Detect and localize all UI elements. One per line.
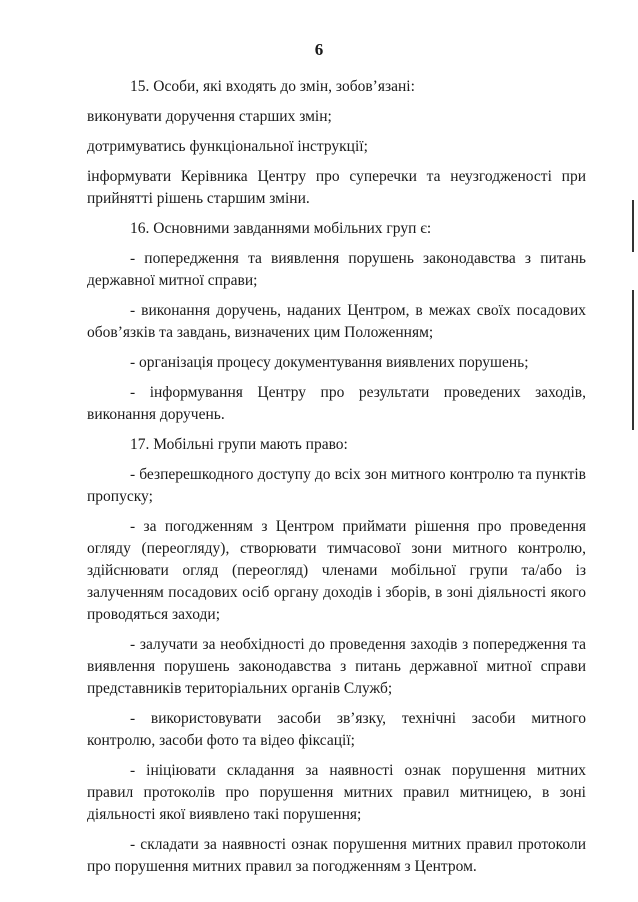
paragraph-15-heading: 15. Особи, які входять до змін, зобов’язані: (130, 78, 415, 95)
paragraph-16-item-1: - попередження та виявлення порушень законодавства з питань державної митної справи; (87, 250, 586, 289)
page-number: 6 (314, 40, 324, 59)
paragraph-17-item-6: - складати за наявності ознак порушення митних правил протоколи про порушення митних правил за погодженням з Центром. (87, 836, 586, 875)
paragraph-17-item-2: - за погодженням з Центром приймати рішення про проведення огляду (переогляду), створювати тимчасової зони митного контролю, здійснювати огляд (переогляд) членами мобільної групи та/або із залученням посадових осіб органу доходів і зборів, в зоні діяльності якого проводяться заходи; (87, 518, 586, 623)
paragraph-15-item-1: виконувати доручення старших змін; (87, 108, 332, 125)
scan-edge-mark (632, 200, 634, 252)
paragraph-17-item-4: - використовувати засоби зв’язку, технічні засоби митного контролю, засоби фото та відео фіксації; (87, 710, 586, 749)
paragraph-17-item-1: - безперешкодного доступу до всіх зон митного контролю та пунктів пропуску; (87, 466, 586, 505)
paragraph-15-item-2: дотримуватись функціональної інструкції; (87, 138, 368, 155)
paragraph-16-item-3: - організація процесу документування виявлених порушень; (130, 354, 529, 371)
paragraph-17-heading: 17. Мобільні групи мають право: (130, 436, 348, 453)
paragraph-15-item-3: інформувати Керівника Центру про суперечки та неузгодженості при прийнятті рішень старшим зміни. (87, 168, 586, 207)
paragraph-16-item-2: - виконання доручень, наданих Центром, в межах своїх посадових обов’язків та завдань, визначених цим Положенням; (87, 302, 586, 341)
paragraph-16-item-4: - інформування Центру про результати проведених заходів, виконання доручень. (87, 384, 586, 423)
paragraph-17-item-5: - ініціювати складання за наявності ознак порушення митних правил протоколів про порушення митних правил митницею, в зоні діяльності якої виявлено такі порушення; (87, 762, 586, 823)
paragraph-17-item-3: - залучати за необхідності до проведення заходів з попередження та виявлення порушень законодавства з питань державної митної справи представників територіальних органів Служб; (87, 636, 586, 697)
paragraph-16-heading: 16. Основними завданнями мобільних груп є: (130, 220, 432, 237)
scan-edge-mark (632, 290, 634, 430)
document-body (87, 76, 586, 878)
